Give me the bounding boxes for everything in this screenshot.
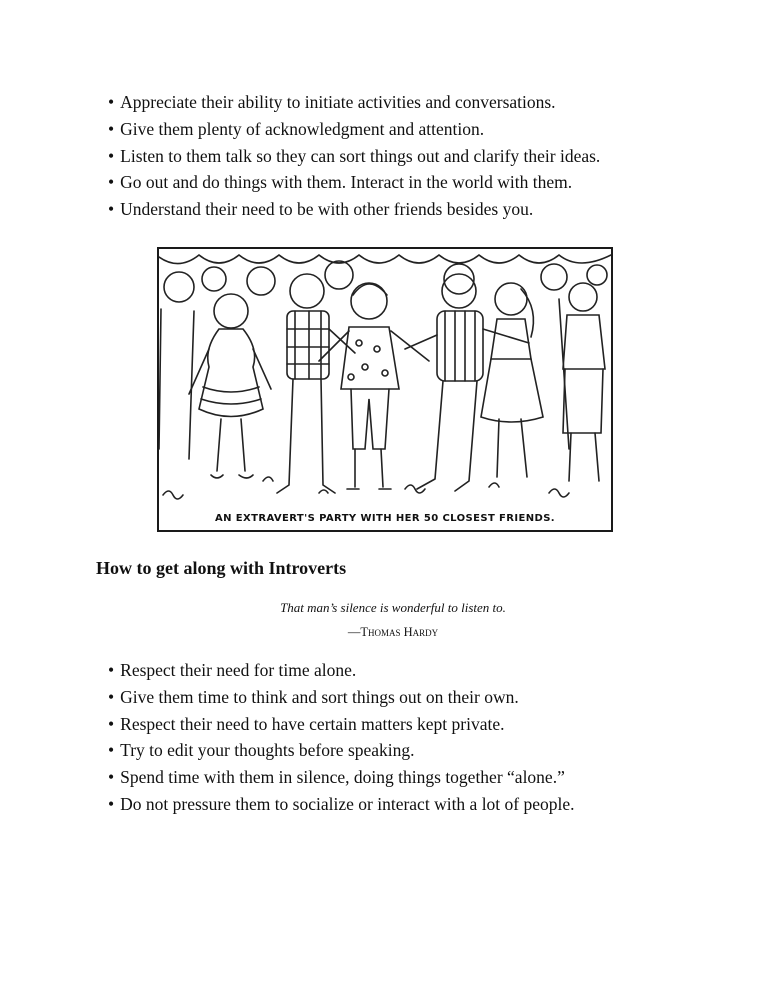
party-crowd-drawing — [159, 249, 611, 530]
list-item: • Do not pressure them to socialize or interact with a lot of people. — [108, 791, 575, 818]
extravert-tips-list — [108, 89, 600, 223]
list-item: • Spend time with them in silence, doing things together “alone.” — [108, 764, 575, 791]
list-item: • Listen to them talk so they can sort things out and clarify their ideas. — [108, 143, 600, 170]
party-cartoon — [157, 247, 613, 532]
introvert-tips-list — [108, 657, 575, 818]
cartoon-caption: AN EXTRAVERT'S PARTY WITH HER 50 CLOSEST FRIENDS. — [159, 513, 611, 524]
list-item: • Try to edit your thoughts before speaking. — [108, 737, 575, 764]
list-item: • Understand their need to be with other friends besides you. — [108, 196, 600, 223]
list-item: • Give them plenty of acknowledgment and attention. — [108, 116, 600, 143]
list-item: • Give them time to think and sort things out on their own. — [108, 684, 575, 711]
list-item: • Respect their need for time alone. — [108, 657, 575, 684]
list-item: • Go out and do things with them. Interact in the world with them. — [108, 169, 600, 196]
list-item: • Appreciate their ability to initiate activities and conversations. — [108, 89, 600, 116]
section-heading: How to get along with Introverts — [96, 558, 347, 578]
epigraph-attribution: —Thomas Hardy — [347, 625, 439, 639]
list-item: • Respect their need to have certain matters kept private. — [108, 711, 575, 738]
epigraph-quote: That man’s silence is wonderful to listen to. — [280, 600, 506, 615]
